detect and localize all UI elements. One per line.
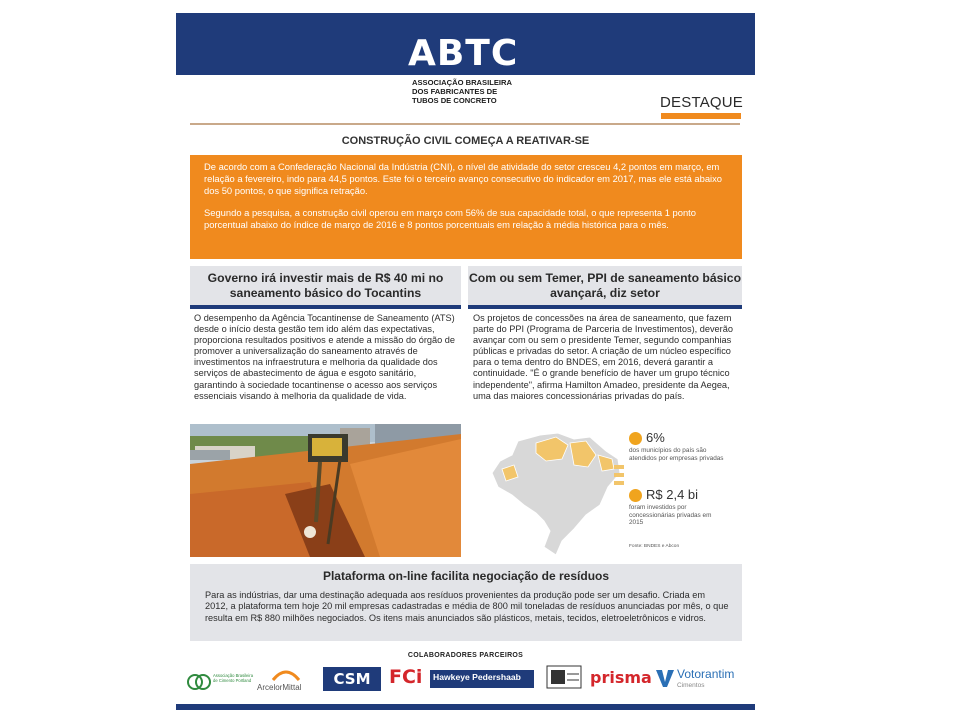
excavation-photo	[190, 424, 461, 557]
intro-paragraph: De acordo com a Confederação Nacional da Indústria (CNI), o nível de atividade do setor cresceu 4,2 pontos em março, em relação a fevereiro, indo para 44,5 pontos. Este foi o terceiro avanço consecutivo do indicador em 2017, mas ele está abaixo dos 50 pontos, o que significa retração.	[204, 161, 723, 197]
stat-investimento-value: R$ 2,4 bi	[646, 487, 699, 502]
excavation-photo-image	[190, 424, 461, 557]
abcp-emblem-icon	[186, 669, 212, 695]
hawkeye-name: Hawkeye Pedershaab	[433, 672, 521, 682]
abcp-name: Associação Brasileira de Cimento Portland	[213, 673, 254, 683]
stat-investimento-desc: foram investidos por concessionárias privadas em 2015	[629, 504, 712, 527]
right-headline-rule	[468, 305, 742, 309]
title-divider	[190, 123, 740, 125]
fci-logo	[389, 666, 423, 692]
footer-bar	[176, 704, 755, 710]
votorantim-name: Votorantim	[677, 667, 735, 681]
prisma-logo	[590, 668, 652, 690]
votorantim-sub: Cimentos	[677, 682, 705, 689]
bottom-article-headline: Plataforma on-line facilita negociação de resíduos	[322, 569, 610, 583]
saneamento-infographic	[468, 423, 742, 559]
fci-name: FCi	[389, 666, 423, 688]
votorantim-v-icon	[655, 668, 675, 688]
intro-box	[190, 155, 742, 259]
org-name-line: ASSOCIAÇÃO BRASILEIRA	[412, 78, 512, 87]
org-name-line: TUBOS DE CONCRETO	[412, 96, 497, 105]
municipality-icon	[629, 432, 642, 445]
right-article-body: Os projetos de concessões na área de saneamento, que fazem parte do PPI (Programa de Parceria de Investimentos), deverão avançar com ou sem o presidente Temer, segundo companhias públicas e privadas do setor. A criação de um núcleo específico para o tema dentro do BNDES, em 2016, deverá garantir a continuidade. "É o grande benefício de haver um grupo técnico independente", afirma Hamilton Amadeo, presidente da Aegea, uma das maiores concessionárias privadas do país.	[473, 313, 733, 401]
logo-wordmark: ABTC	[408, 33, 519, 74]
hawkeye-pedershaab-logo	[430, 670, 534, 688]
section-underline	[661, 113, 741, 119]
abcp-logo	[186, 669, 256, 695]
intro-paragraph: Segundo a pesquisa, a construção civil operou em março com 56% de sua capacidade total, o que representa 1 ponto porcentual abaixo do índice de março de 2016 e 8 pontos porcentuais em relação à média histórica para o mês.	[204, 206, 696, 230]
arcelormittal-name: ArcelorMittal	[257, 683, 302, 692]
sinicesp-logo	[545, 664, 583, 692]
arcelormittal-swoosh-icon	[271, 668, 301, 682]
abtc-logo	[408, 33, 548, 74]
org-name	[408, 78, 548, 105]
section-label: DESTAQUE	[660, 94, 744, 111]
prisma-name: prisma	[590, 668, 652, 687]
partners-title: COLABORADORES PARCEIROS	[407, 652, 524, 659]
brazil-map	[478, 429, 628, 559]
left-article-headline: Governo irá investir mais de R$ 40 mi no saneamento básico do Tocantins	[190, 266, 461, 305]
infographic-source: Fonte: BNDES e Abcon	[629, 544, 680, 549]
stat-municipios-value: 6%	[646, 430, 665, 445]
money-icon	[629, 489, 642, 502]
page-title: CONSTRUÇÃO CIVIL COMEÇA A REATIVAR-SE	[341, 135, 590, 147]
org-name-line: DOS FABRICANTES DE	[412, 87, 498, 96]
csm-name: CSM	[333, 670, 371, 688]
right-article-headline: Com ou sem Temer, PPI de saneamento básico avançará, diz setor	[468, 266, 742, 305]
bottom-article-body: Para as indústrias, dar uma destinação adequada aos resíduos provenientes da produção pode ser um desafio. Criada em 2012, a plataforma tem hoje 20 mil empresas cadastradas e média de 800 mil toneladas de resíduos anunciadas por mês, o que resulta em R$ 880 milhões negociados. Os itens mais anunciados são plásticos, metais, tecidos, eletroeletrônicos e vidros.	[205, 590, 729, 623]
votorantim-logo	[655, 666, 747, 694]
stat-municipios-desc: dos municípios do país são atendidos por empresas privadas	[629, 447, 724, 462]
left-headline-rule	[190, 305, 461, 309]
left-article-body: O desempenho da Agência Tocantinense de Saneamento (ATS) desde o início desta gestão tem ido além das expectativas, proporciona resultados positivos e atende a missão do órgão de promover a universalização do saneamento através de investimentos na infraestrutura e melhoria da qualidade dos serviços de abastecimento de água e esgoto sanitário, garantindo à sociedade tocantinense o acesso aos serviços essenciais visando à melhoria da qualidade de vida.	[194, 313, 455, 401]
csm-logo	[323, 667, 381, 691]
sinicesp-mark-icon	[545, 664, 583, 692]
arcelormittal-logo	[257, 668, 317, 696]
